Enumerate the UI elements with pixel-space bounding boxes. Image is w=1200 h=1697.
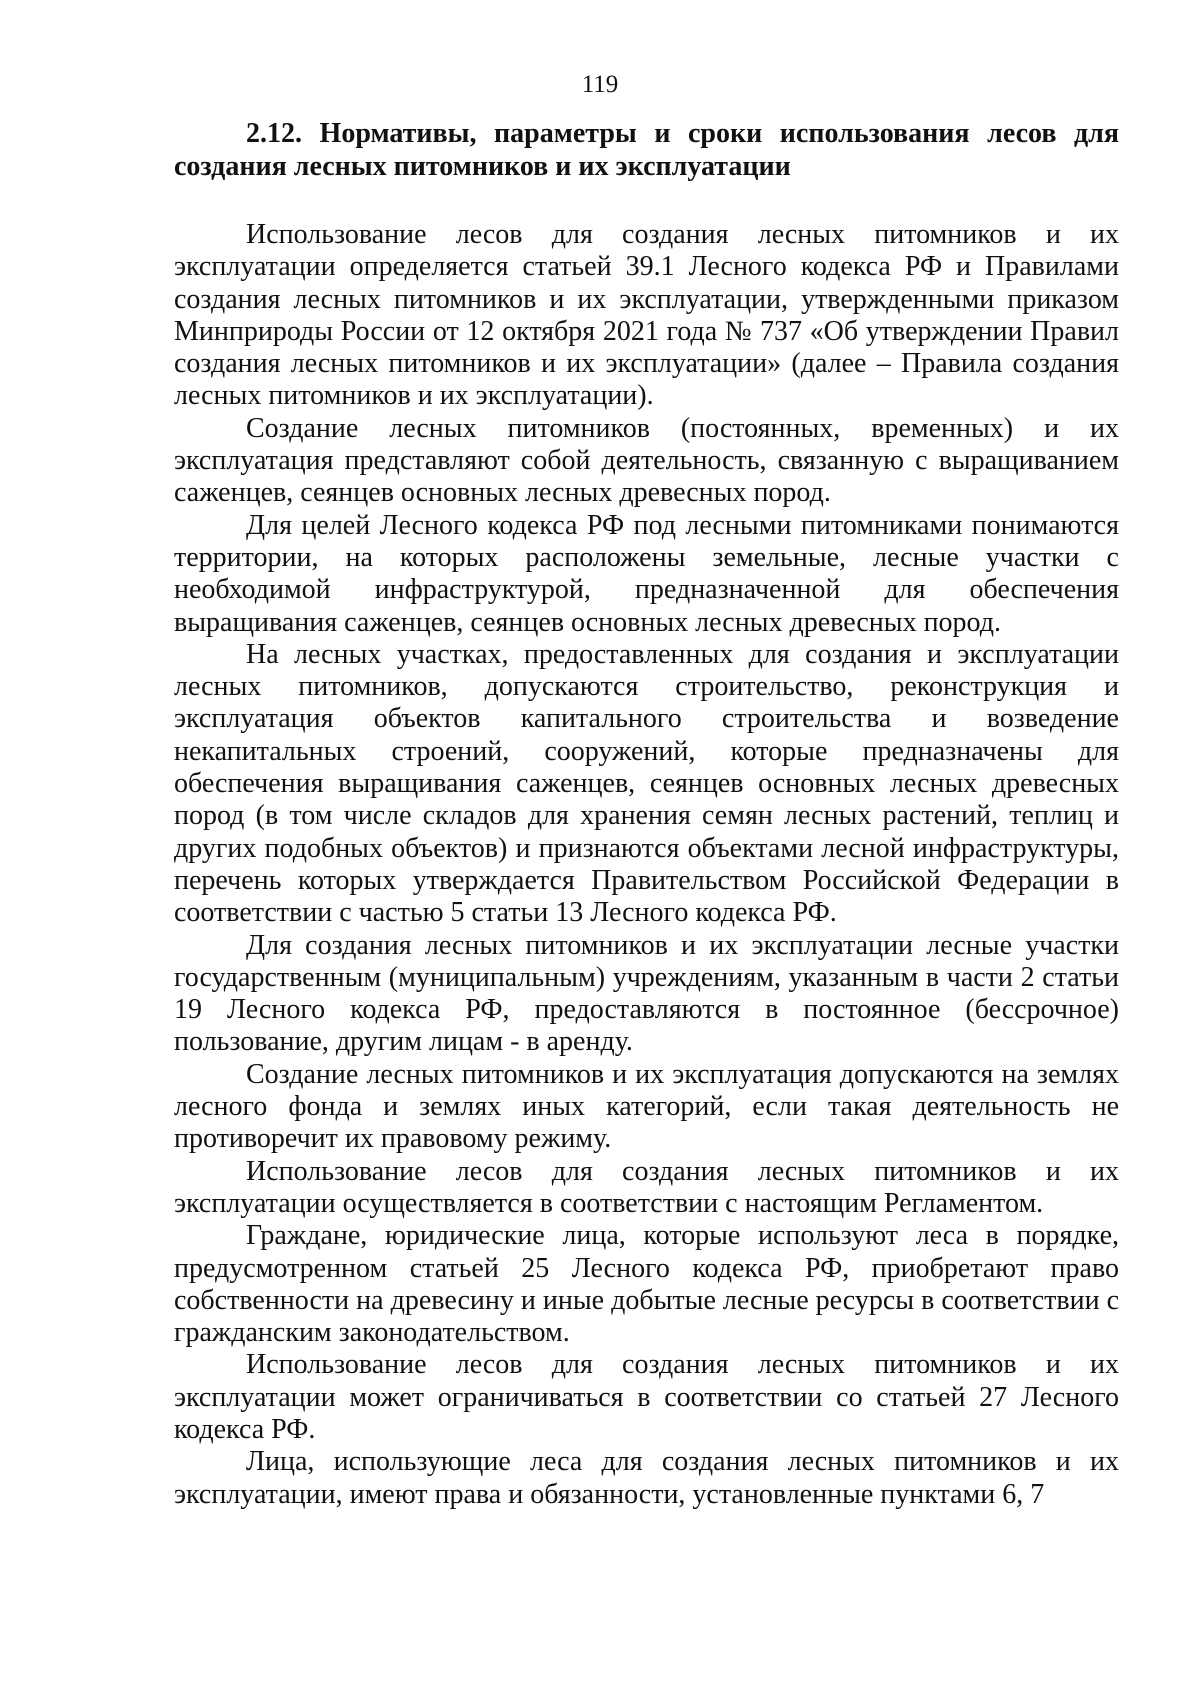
paragraph: Использование лесов для создания лесных питомников и их эксплуатации определяется статьей 39.1 Лесного кодекса РФ и Правилами создания лесных питомников и их эксплуатации, утвержденными приказом Минприроды России от 12 октября 2021 года № 737 «Об утверждении Правил создания лесных питомников и их эксплуатации» (далее – Правила создания лесных питомников и их эксплуатации).: [174, 219, 1119, 412]
paragraph: Использование лесов для создания лесных питомников и их эксплуатации осуществляется в соответствии с настоящим Регламентом.: [174, 1155, 1119, 1219]
paragraph: Для целей Лесного кодекса РФ под лесными питомниками понимаются территории, на которых расположены земельные, лесные участки с необходимой инфраструктурой, предназначенной для обеспечения выращивания саженцев, сеянцев основных лесных древесных пород.: [174, 509, 1119, 638]
paragraph: Лица, использующие леса для создания лесных питомников и их эксплуатации, имеют права и обязанности, установленные пунктами 6, 7: [174, 1446, 1119, 1510]
paragraph: Использование лесов для создания лесных питомников и их эксплуатации может ограничиваться в соответствии со статьей 27 Лесного кодекса РФ.: [174, 1349, 1119, 1445]
page-number: 119: [581, 71, 619, 98]
page-body: [174, 117, 1119, 1511]
paragraph: Создание лесных питомников и их эксплуатация допускаются на землях лесного фонда и землях иных категорий, если такая деятельность не противоречит их правовому режиму.: [174, 1058, 1119, 1155]
paragraph: На лесных участках, предоставленных для создания и эксплуатации лесных питомников, допускаются строительство, реконструкция и эксплуатация объектов капитального строительства и возведение некапитальных строений, сооружений, которые предназначены для обеспечения выращивания саженцев, сеянцев основных лесных древесных пород (в том числе складов для хранения семян лесных растений, теплиц и других подобных объектов) и признаются объектами лесной инфраструктуры, перечень которых утверждается Правительством Российской Федерации в соответствии с частью 5 статьи 13 Лесного кодекса РФ.: [174, 638, 1119, 929]
paragraph: Граждане, юридические лица, которые используют леса в порядке, предусмотренном статьей 25 Лесного кодекса РФ, приобретают право собственности на древесину и иные добытые лесные ресурсы в соответствии с гражданским законодательством.: [174, 1220, 1119, 1349]
paragraph: Создание лесных питомников (постоянных, временных) и их эксплуатация представляют собой деятельность, связанную с выращиванием саженцев, сеянцев основных лесных древесных пород.: [174, 412, 1119, 509]
section-heading: 2.12. Нормативы, параметры и сроки использования лесов для создания лесных питомников и их эксплуатации: [174, 118, 1119, 182]
paragraph: Для создания лесных питомников и их эксплуатации лесные участки государственным (муниципальным) учреждениям, указанным в части 2 статьи 19 Лесного кодекса РФ, предоставляются в постоянное (бессрочное) пользование, другим лицам - в аренду.: [174, 929, 1119, 1058]
